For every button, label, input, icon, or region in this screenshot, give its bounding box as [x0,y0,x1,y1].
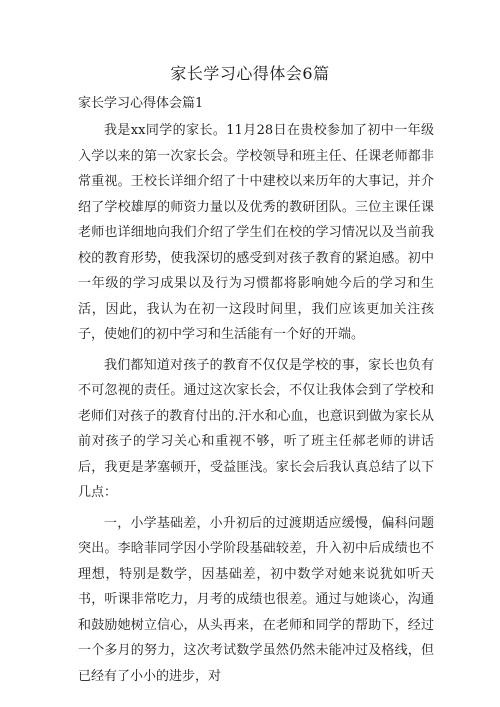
paragraph: 一，小学基础差，小升初后的过渡期适应缓慢，偏科问题突出。李晗菲同学因小学阶段基础较差，升入初中后成绩也不理想，特别是数学，因基础差，初中数学对她来说犹如听天书，听课非常吃力，月考的成绩也很差。通过与她谈心，沟通和鼓励她树立信心，从头再来，在老师和同学的帮助下，经过一个多月的努力，这次考试数学虽然仍然未能冲过及格线，但已经有了小小的进步，对 [78,515,434,684]
document-title: 家长学习心得体会6篇 [170,64,330,83]
document-body [78,118,434,694]
paragraph: 我是xx同学的家长。11月28日在贵校参加了初中一年级入学以来的第一次家长会。学校领导和班主任、任课老师都非常重视。王校长详细介绍了十中建校以来历年的大事记，并介绍了学校雄厚的师资力量以及优秀的教研团队。三位主课任课老师也详细地向我们介绍了学生们在校的学习情况以及当前我校的教育形势，使我深切的感受到对孩子教育的紧迫感。初中一年级的学习成果以及行为习惯都将影响她今后的学习和生活，因此，我认为在初一这段时间里，我们应该更加关注孩子，使她们的初中学习和生活能有一个好的开端。 [78,123,434,342]
section-heading: 家长学习心得体会篇1 [78,96,204,111]
paragraph: 我们都知道对孩子的教育不仅仅是学校的事，家长也负有不可忽视的责任。通过这次家长会，不仅让我体会到了学校和老师们对孩子的教育付出的.汗水和心血，也意识到做为家长从前对孩子的学习关心和重视不够，听了班主任郝老师的讲话后，我更是茅塞顿开，受益匪浅。家长会后我认真总结了以下几点： [78,357,434,500]
